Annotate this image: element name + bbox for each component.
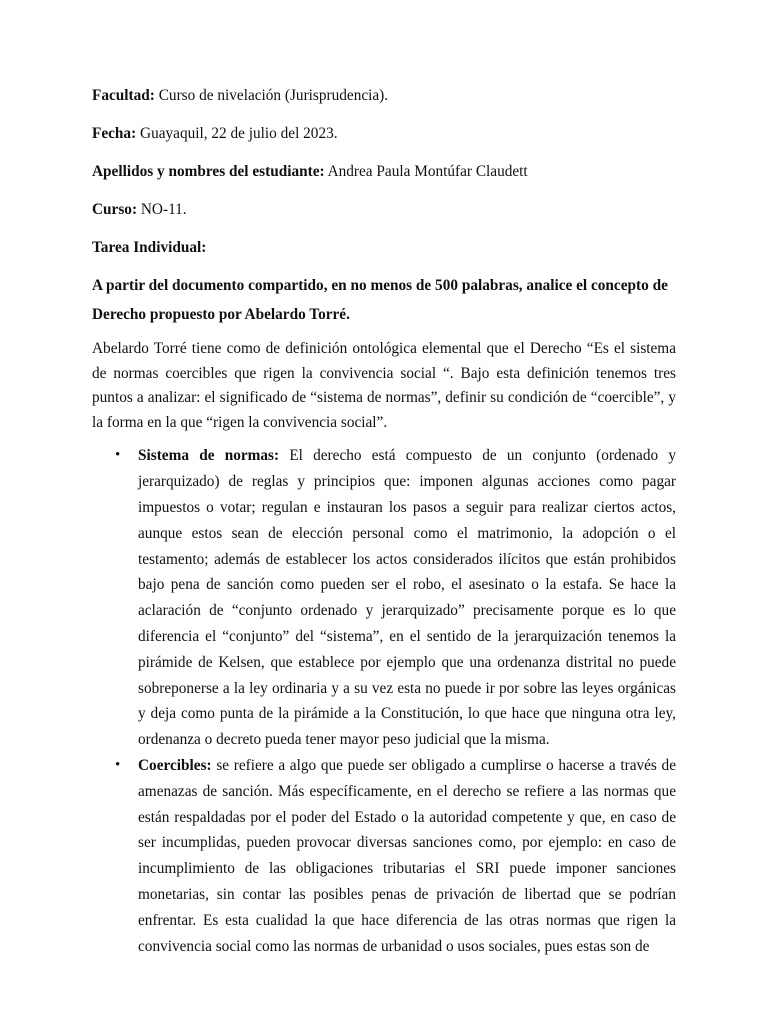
fecha-value: Guayaquil, 22 de julio del 2023. — [140, 125, 338, 142]
fecha-line — [92, 124, 676, 144]
task-title: Tarea Individual: — [92, 239, 207, 256]
facultad-label: Facultad: — [92, 87, 155, 104]
curso-line — [92, 200, 676, 220]
item-text: El derecho está compuesto de un conjunto (ordenado y jerarquizado) de reglas y principios que: imponen algunas acciones como pagar impuestos o votar; regulan e instauran los pasos a seguir para realizar ciertos actos, aunque estos sean de elección personal como el matrimonio, la adopción o el testamento; además de establecer los actos considerados ilícitos que están prohibidos bajo pena de sanción como pueden ser el robo, el asesinato o la estafa. Se hace la aclaración de “conjunto ordenado y jerarquizado” precisamente porque es lo que diferencia el “conjunto” del “sistema”, en el sentido de la jerarquización tenemos la pirámide de Kelsen, que establece por ejemplo que una ordenanza distrital no puede sobreponerse a la ley ordinaria y a su vez esta no puede ir por sobre las leyes orgánicas y deja como punta de la pirámide a la Constitución, lo que hace que ninguna otra ley, ordenanza o decreto pueda tener mayor peso judicial que la misma. — [138, 447, 676, 749]
bullet-icon: • — [115, 756, 121, 773]
assignment-prompt: A partir del documento compartido, en no menos de 500 palabras, analice el concepto de Derecho propuesto por Abelardo Torré. — [92, 277, 668, 323]
list-item-sistema — [92, 443, 676, 753]
intro-paragraph: Abelardo Torré tiene como de definición ontológica elemental que el Derecho “Es el sistema de normas coercibles que rigen la convivencia social “. Bajo esta definición tenemos tres puntos a analizar: el significado de “sistema de normas”, definir su condición de “coercible”, y la forma en la que “rigen la convivencia social”. — [92, 340, 676, 431]
facultad-value: Curso de nivelación (Jurisprudencia). — [158, 87, 389, 104]
curso-label: Curso: — [92, 201, 138, 218]
estudiante-line — [92, 162, 676, 182]
estudiante-value: Andrea Paula Montúfar Claudett — [327, 163, 528, 180]
facultad-line — [92, 86, 676, 106]
item-title: Sistema de normas: — [138, 447, 280, 465]
list-item-coercibles — [92, 753, 676, 959]
item-title: Coercibles: — [138, 756, 212, 774]
item-text: se refiere a algo que puede ser obligado a cumplirse o hacerse a través de amenazas de sanción. Más específicamente, en el derecho se refiere a las normas que están respaldadas por el poder del Estado o la autoridad competente y que, en caso de ser incumplidas, pueden provocar diversas sanciones como, por ejemplo: en caso de incumplimiento de las obligaciones tributarias el SRI puede imponer sanciones monetarias, sin contar las posibles penas de privación de libertad que se podrían enfrentar. Es esta cualidad la que hace diferencia de las otras normas que rigen la convivencia social como las normas de urbanidad o usos sociales, pues estas son de — [138, 756, 676, 955]
concept-list — [92, 443, 676, 959]
curso-value: NO-11. — [140, 201, 187, 218]
fecha-label: Fecha: — [92, 125, 137, 142]
estudiante-label: Apellidos y nombres del estudiante: — [92, 163, 325, 180]
bullet-icon: • — [115, 447, 121, 464]
